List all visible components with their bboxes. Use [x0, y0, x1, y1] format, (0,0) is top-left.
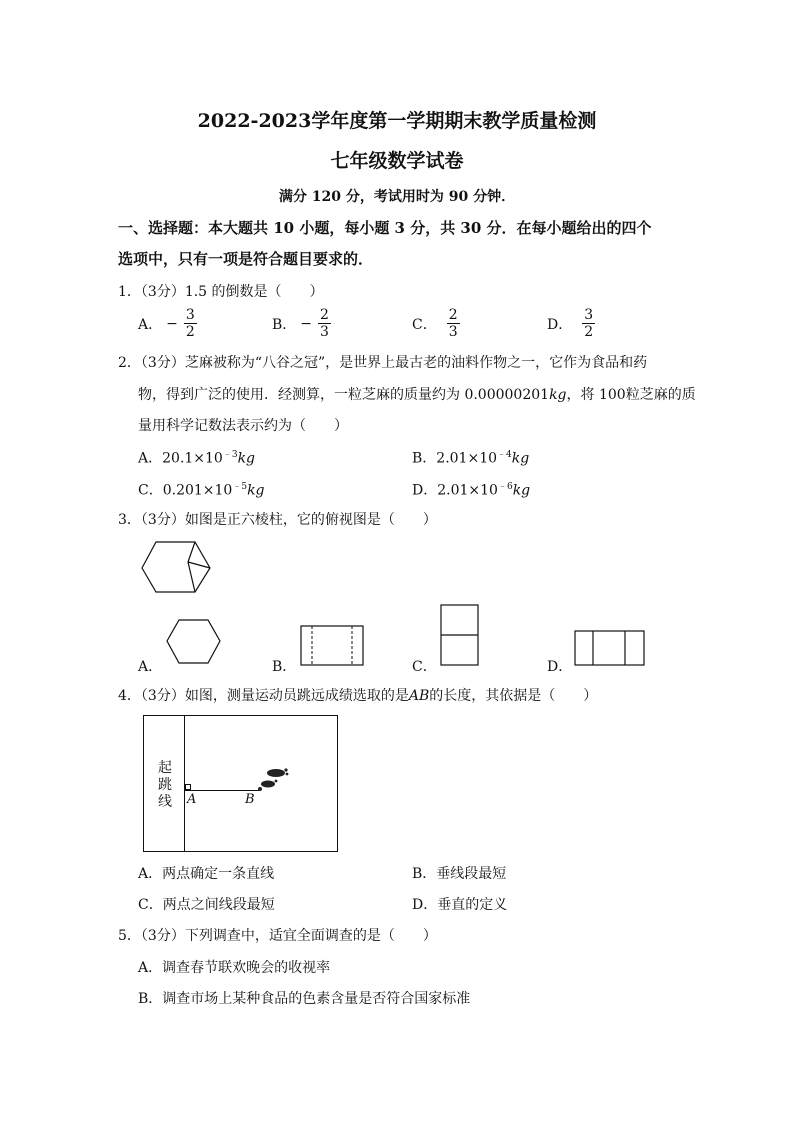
q2-option-a[interactable]: A．$20.1\times 10^{﹣3}kg$ — [138, 450, 256, 467]
q1-option-c[interactable] — [412, 308, 460, 339]
q1-option-b[interactable] — [272, 308, 331, 339]
q1-option-d[interactable] — [547, 308, 595, 339]
q1-option-c-label: C． — [412, 316, 437, 333]
q3-option-b-rectangle-dashed[interactable] — [300, 625, 364, 667]
q3-option-d-label[interactable]: D． — [547, 659, 573, 675]
point-a-label: A — [187, 792, 197, 807]
q1-option-d-label: D． — [547, 316, 573, 333]
q1-option-b-fraction: $\frac{2}{3}$ — [320, 307, 329, 340]
q1-option-a[interactable] — [138, 308, 197, 339]
section-1-heading-line1: 一、选择题：本大题共 10 小题，每小题 3 分，共 30 分．在每小题给出的四个 — [118, 219, 652, 237]
q2-option-c[interactable]: C．$0.201\times 10^{﹣5}kg$ — [138, 482, 265, 499]
takeoff-line-label: 起 跳 线 — [158, 760, 172, 810]
exam-note: 满分 120 分，考试用时为 90 分钟． — [278, 189, 516, 205]
point-b-label: B — [245, 792, 255, 807]
q2-option-d[interactable]: D．$2.01\times 10^{﹣6}kg$ — [412, 482, 531, 499]
q2-stem-line1: 2．（3分）芝麻被称为“八谷之冠”，是世界上最古老的油料作物之一，它作为食品和药 — [118, 355, 648, 371]
q5-stem: 5．（3分）下列调查中，适宜全面调查的是（ ） — [118, 928, 437, 944]
q1-option-b-label: B． — [272, 316, 297, 333]
q4-option-b[interactable]: B．垂线段最短 — [412, 866, 507, 882]
q3-stem: 3．（3分）如图是正六棱柱，它的俯视图是（ ） — [118, 512, 437, 528]
q1-option-a-fraction: $\frac{3}{2}$ — [185, 307, 195, 340]
q2-stem-line2: 物，得到广泛的使用．经测算，一粒芝麻的质量约为 0.00000201kg，将 100粒芝麻的质 — [138, 387, 696, 403]
q3-option-c-stacked-rectangles[interactable] — [440, 604, 480, 667]
q4-option-c[interactable]: C．两点之间线段最短 — [138, 897, 275, 913]
hexagonal-prism-figure — [140, 540, 215, 594]
q3-option-d-three-rectangles[interactable] — [574, 630, 646, 667]
q5-option-b[interactable]: B．调查市场上某种食品的色素含量是否符合国家标准 — [138, 991, 471, 1007]
q1-stem: 1．（3分）1.5 的倒数是（ ） — [118, 284, 324, 300]
q3-option-c-label[interactable]: C． — [412, 659, 437, 675]
footprints-icon — [256, 765, 292, 795]
segment-ab — [185, 790, 259, 791]
q4-stem: 4．（3分）如图，测量运动员跳远成绩选取的是AB的长度，其依据是（ ） — [118, 688, 598, 704]
q3-option-a-hexagon[interactable] — [165, 618, 223, 666]
exam-subtitle: 七年级数学试卷 — [330, 150, 464, 172]
q4-option-d[interactable]: D．垂直的定义 — [412, 897, 508, 913]
section-1-heading-line2: 选项中，只有一项是符合题目要求的． — [118, 250, 374, 268]
q1-option-c-fraction: $\frac{2}{3}$ — [448, 307, 458, 340]
q1-option-a-label: A． — [138, 316, 163, 333]
q2-stem-line3: 量用科学记数法表示约为（ ） — [138, 418, 348, 434]
q1-option-b-sign: − — [300, 315, 313, 332]
q2-option-b[interactable]: B．$2.01\times 10^{﹣4}kg$ — [412, 450, 530, 467]
q1-option-a-sign: − — [166, 315, 178, 332]
long-jump-figure — [143, 715, 338, 852]
q1-option-d-fraction: $\frac{3}{2}$ — [584, 307, 594, 340]
q5-option-a[interactable]: A．调查春节联欢晚会的收视率 — [138, 960, 331, 976]
q3-option-b-label[interactable]: B． — [272, 659, 297, 675]
q3-option-a-label[interactable]: A． — [138, 659, 163, 675]
q4-option-a[interactable]: A．两点确定一条直线 — [138, 866, 275, 882]
exam-title: 2022-2023学年度第一学期期末教学质量检测 — [197, 110, 597, 132]
